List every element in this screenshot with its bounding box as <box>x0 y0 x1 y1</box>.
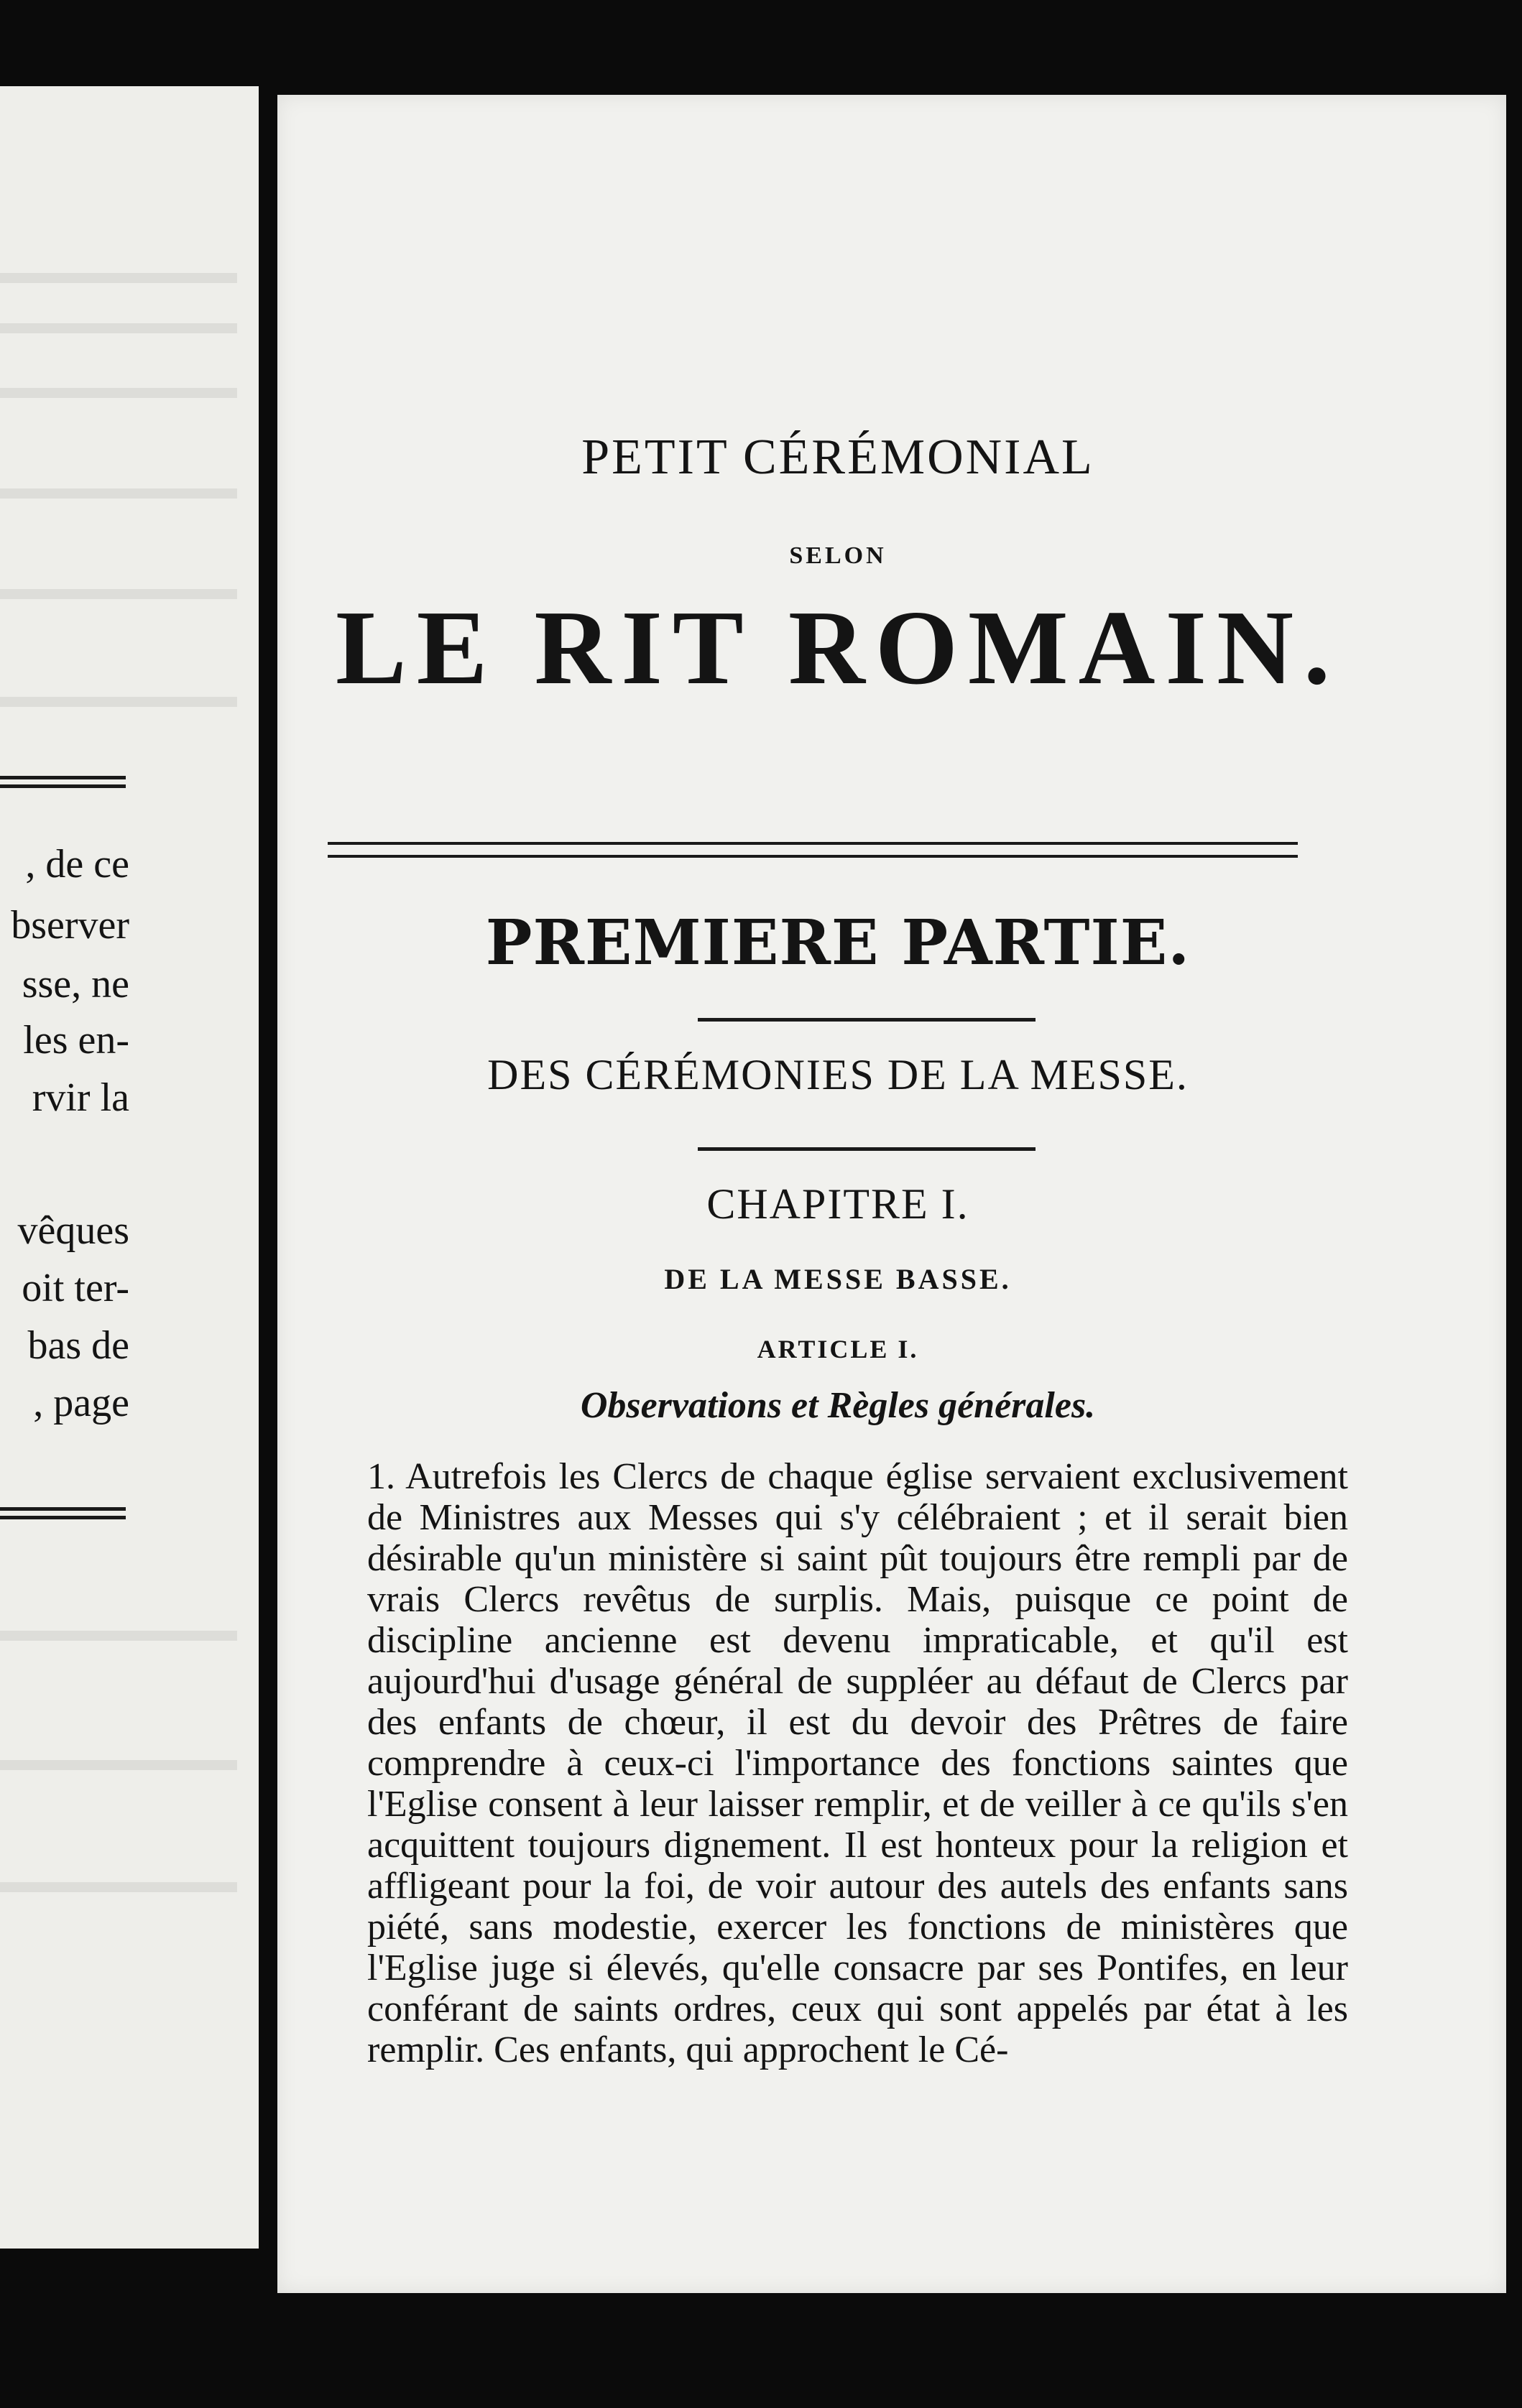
book-gutter <box>259 86 277 2249</box>
article-subtitle: Observations et Règles générales. <box>580 1385 1096 1426</box>
left-text-line: les en- <box>23 1018 129 1062</box>
article-heading: ARTICLE I. <box>757 1335 919 1363</box>
bleed-through-line <box>0 488 237 499</box>
left-text-line: vêques <box>17 1208 129 1253</box>
title-connector: SELON <box>789 542 887 569</box>
bleed-through-line <box>0 1760 237 1770</box>
book-title-large: LE RIT ROMAIN. <box>336 589 1340 707</box>
bleed-through-line <box>0 589 237 599</box>
right-page <box>277 95 1506 2293</box>
bleed-through-line <box>0 323 237 333</box>
bleed-through-line <box>0 1882 237 1892</box>
left-text-line: bserver <box>11 903 129 948</box>
body-paragraph: 1. Autrefois les Clercs de chaque église servaient exclusivement de Ministres aux Messes qui s'y célébraient ; et il serait bien désirable qu'un ministère si saint pût toujours être rempli par de vrais Clercs revêtus de surplis. Mais, puisque ce point de discipline ancienne est devenu impraticable, et qu'il est aujourd'hui d'usage général de suppléer au défaut de Clercs par des enfants de chœur, il est du devoir des Prêtres de faire comprendre à ceux-ci l'importance des fonctions saintes que l'Eglise consent à leur laisser remplir, et de veiller à ce qu'ils s'en acquittent toujours dignement. Il est honteux pour la religion et affligeant pour la foi, de voir autour des autels des enfants sans piété, sans modestie, exercer les fonctions de ministères que l'Eglise juge si élevés, qu'elle consacre par ses Pontifes, en leur conférant de saints ordres, ceux qui sont appelés par état à les remplir. Ces enfants, qui approchent le Cé- <box>367 1456 1348 2070</box>
bleed-through-line <box>0 388 237 398</box>
left-rule <box>0 1516 126 1519</box>
left-text-line: oit ter- <box>22 1266 129 1310</box>
bleed-through-line <box>0 1631 237 1641</box>
left-text-line: bas de <box>27 1323 129 1368</box>
left-text-line: , de ce <box>25 842 129 886</box>
left-text-line: rvir la <box>32 1075 129 1120</box>
part-title: PREMIERE PARTIE. <box>485 907 1191 979</box>
left-rule <box>0 784 126 788</box>
chapter-subtitle: DE LA MESSE BASSE. <box>664 1263 1012 1295</box>
short-rule-divider <box>698 1018 1036 1022</box>
double-rule-divider <box>328 842 1298 858</box>
left-page <box>0 86 259 2249</box>
book-title-small: PETIT CÉRÉMONIAL <box>581 430 1094 485</box>
section-title: DES CÉRÉMONIES DE LA MESSE. <box>487 1051 1189 1098</box>
left-rule <box>0 1507 126 1511</box>
bleed-through-line <box>0 697 237 707</box>
chapter-title: CHAPITRE I. <box>706 1180 969 1228</box>
bleed-through-line <box>0 273 237 283</box>
left-text-line: , page <box>33 1381 129 1425</box>
short-rule-divider <box>698 1147 1036 1151</box>
left-text-line: sse, ne <box>22 962 129 1006</box>
left-rule <box>0 776 126 779</box>
